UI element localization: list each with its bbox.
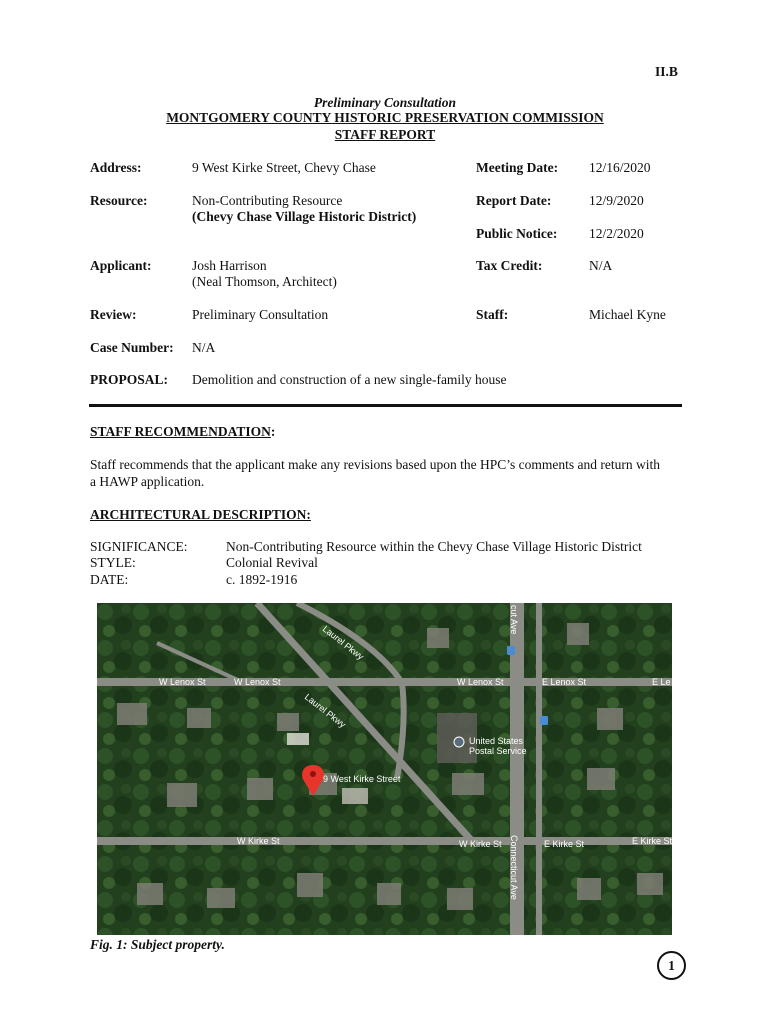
date-label: DATE: bbox=[90, 572, 129, 587]
map-label-laurel-pkwy-top: Laurel Pkwy bbox=[320, 623, 366, 662]
case-number-label: Case Number: bbox=[90, 340, 174, 355]
recommendation-heading bbox=[90, 424, 275, 440]
usps-marker-icon bbox=[454, 737, 464, 747]
section-divider bbox=[89, 404, 682, 407]
address-label: Address: bbox=[90, 160, 142, 175]
map-label-w-kirke-2: W Kirke St bbox=[459, 839, 502, 849]
date-value: c. 1892-1916 bbox=[226, 572, 298, 587]
map-label-e-lenox-2: E Le bbox=[652, 677, 671, 687]
map-label-usps-2: Postal Service bbox=[469, 746, 527, 756]
public-notice-label: Public Notice: bbox=[476, 226, 558, 241]
figure-caption: Fig. 1: Subject property. bbox=[90, 937, 225, 952]
map-label-e-lenox-1: E Lenox St bbox=[542, 677, 587, 687]
map-label-e-kirke-2: E Kirke St bbox=[632, 836, 672, 846]
report-subtitle: Preliminary Consultation bbox=[313, 95, 457, 110]
staff-value: Michael Kyne bbox=[589, 307, 666, 322]
report-date-label: Report Date: bbox=[476, 193, 552, 208]
meeting-date-label: Meeting Date: bbox=[476, 160, 559, 175]
commission-title: MONTGOMERY COUNTY HISTORIC PRESERVATION COMMISSION bbox=[166, 110, 604, 125]
recommendation-heading-colon: : bbox=[270, 424, 276, 439]
map-label-w-lenox-2: W Lenox St bbox=[234, 677, 281, 687]
tax-credit-label: Tax Credit: bbox=[476, 258, 543, 273]
map-label-w-kirke-1: W Kirke St bbox=[237, 836, 280, 846]
style-value: Colonial Revival bbox=[226, 555, 318, 570]
review-value: Preliminary Consultation bbox=[192, 307, 329, 322]
map-label-w-lenox-1: W Lenox St bbox=[159, 677, 206, 687]
style-label: STYLE: bbox=[90, 555, 136, 570]
map-label-connecticut-bottom: Connecticut Ave bbox=[509, 835, 519, 900]
significance-value: Non-Contributing Resource within the Chevy Chase Village Historic District bbox=[226, 539, 642, 554]
meeting-date-value: 12/16/2020 bbox=[589, 160, 651, 175]
map-label-usps-1: United States bbox=[469, 736, 524, 746]
aerial-map bbox=[97, 603, 672, 935]
map-label-subject-property: 9 West Kirke Street bbox=[323, 774, 401, 784]
recommendation-heading-text: STAFF RECOMMENDATION bbox=[90, 424, 271, 439]
map-label-connecticut-top: cut Ave bbox=[509, 605, 519, 635]
applicant-label: Applicant: bbox=[90, 258, 152, 273]
applicant-architect: (Neal Thomson, Architect) bbox=[192, 274, 337, 289]
recommendation-line-2: a HAWP application. bbox=[90, 474, 205, 489]
staff-label: Staff: bbox=[476, 307, 509, 322]
resource-value: Non-Contributing Resource bbox=[192, 193, 343, 208]
resource-label: Resource: bbox=[90, 193, 148, 208]
proposal-label: PROPOSAL: bbox=[90, 372, 169, 387]
report-date-value: 12/9/2020 bbox=[589, 193, 644, 208]
address-value: 9 West Kirke Street, Chevy Chase bbox=[192, 160, 376, 175]
significance-label: SIGNIFICANCE: bbox=[90, 539, 188, 554]
map-label-laurel-pkwy-mid: Laurel Pkwy bbox=[302, 691, 348, 730]
public-notice-value: 12/2/2020 bbox=[589, 226, 644, 241]
review-label: Review: bbox=[90, 307, 137, 322]
page-number: 1 bbox=[657, 951, 686, 980]
recommendation-line-1: Staff recommends that the applicant make any revisions based upon the HPC’s comments and return with bbox=[90, 457, 660, 472]
tax-credit-value: N/A bbox=[589, 258, 613, 273]
map-label-e-kirke-1: E Kirke St bbox=[544, 839, 585, 849]
map-label-w-lenox-3: W Lenox St bbox=[457, 677, 504, 687]
resource-district: (Chevy Chase Village Historic District) bbox=[192, 209, 417, 224]
architecture-heading: ARCHITECTURAL DESCRIPTION: bbox=[90, 507, 311, 522]
report-type: STAFF REPORT bbox=[334, 127, 436, 142]
applicant-name: Josh Harrison bbox=[192, 258, 267, 273]
item-code: II.B bbox=[655, 64, 678, 79]
proposal-value: Demolition and construction of a new single-family house bbox=[192, 372, 507, 387]
case-number-value: N/A bbox=[192, 340, 216, 355]
